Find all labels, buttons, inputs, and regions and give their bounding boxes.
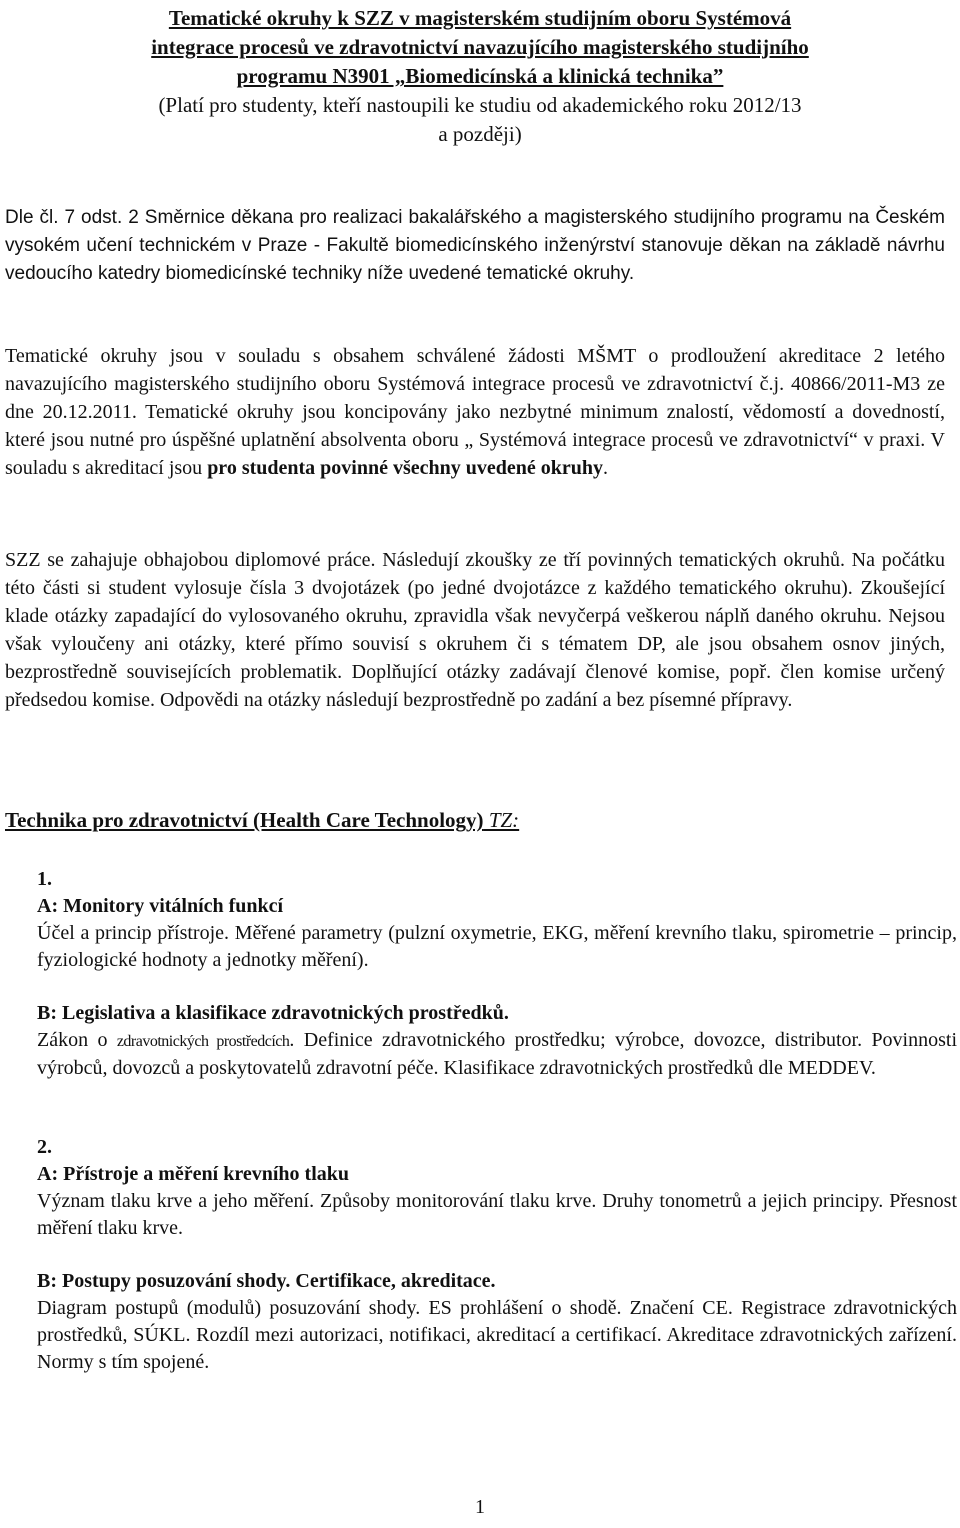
intro-paragraph-1 bbox=[5, 204, 945, 288]
title-line-1: Tematické okruhy k SZZ v magisterském studijním oboru Systémová bbox=[168, 6, 792, 30]
intro-text-1: Dle čl. 7 odst. 2 Směrnice děkana pro realizaci bakalářského a magisterského studijního programu na Českém vysokém učení technickém v Praze - Fakultě biomedicínského inženýrství stanovuje děkan na základě návrhu vedoucího katedry biomedicínské techniky níže uvedené tematické okruhy. bbox=[5, 207, 945, 284]
section-title-text: Technika pro zdravotnictví (Health Care Technology) bbox=[5, 808, 484, 832]
topic-1 bbox=[37, 866, 957, 1082]
topic-1-b-text-2: zdravotnických prostředcích bbox=[116, 1033, 290, 1050]
intro-text-3: SZZ se zahajuje obhajobou diplomové práce. Následují zkoušky ze tří povinných tematických okruhů. Na počátku této části si student vylosuje čísla 3 dvojotázek (po jedné dvojotázce z každého tematického okruhu). Zkoušející klade otázky zapadající do vylosovaného okruhu, zpravidla však nevyčerpá veškerou náplň daného okruhu. Nejsou však vyloučeny ani otázky, které přímo souvisí s okruhem či s tématem DP, ale jsou obsahem osnov jiných, bezprostředně souvisejících problematik. Doplňující otázky zadávají členové komise, popř. člen komise určený předsedou komise. Odpovědi na otázky následují bezprostředně po zadání a bez písemné přípravy. bbox=[5, 549, 945, 711]
intro-text-2-bold: pro studenta povinné všechny uvedené okruhy bbox=[207, 457, 604, 479]
title-line-4: (Platí pro studenty, kteří nastoupili ke studiu od akademického roku 2012/13 bbox=[158, 93, 802, 117]
title-line-5: a později) bbox=[438, 122, 522, 146]
topic-1-a-heading: A: Monitory vitálních funkcí bbox=[37, 895, 284, 917]
intro-text-2 bbox=[5, 342, 945, 482]
topic-2 bbox=[37, 1134, 957, 1376]
intro-text-2a: Tematické okruhy jsou v souladu s obsahem schválené žádosti MŠMT o prodloužení akreditace 2 letého navazujícího magisterského studijního oboru Systémová integrace procesů ve zdravotnictví č.j. 40866/2011-M3 ze dne 20.12.2011. Tematické okruhy jsou koncipovány jako nezbytné minimum znalostí, vědomostí a dovedností, které jsou nutné pro úspěšné uplatnění absolventa oboru „ Systémová integrace procesů ve zdravotnictví“ v praxi. V souladu s akreditací jsou bbox=[5, 345, 945, 479]
topic-1-b-text-3: . Definice zdravotnického prostředku; výrobce, dovozce, distributor. Povinnosti výrobců, dovozců a poskytovatelů zdravotní péče. Klasifikace zdravotnických prostředků dle MEDDEV. bbox=[37, 1029, 958, 1079]
section-title bbox=[5, 808, 519, 832]
intro-paragraph-3 bbox=[5, 546, 945, 714]
section-suffix: TZ: bbox=[483, 808, 520, 832]
topic-1-a-text: Účel a princip přístroje. Měřené parametry (pulzní oxymetrie, EKG, měření krevního tlaku, spirometrie – princip, fyziologické hodnoty a jednotky měření). bbox=[37, 922, 957, 971]
topic-2-b-heading: B: Postupy posuzování shody. Certifikace, akreditace. bbox=[37, 1270, 496, 1292]
section-heading bbox=[5, 808, 945, 833]
topic-2-a-heading: A: Přístroje a měření krevního tlaku bbox=[37, 1163, 350, 1185]
topic-2-a-text: Význam tlaku krve a jeho měření. Způsoby monitorování tlaku krve. Druhy tonometrů a jejich principy. Přesnost měření tlaku krve. bbox=[37, 1190, 957, 1239]
topic-2-number: 2. bbox=[37, 1136, 52, 1158]
topic-1-b-heading: B: Legislativa a klasifikace zdravotnických prostředků. bbox=[37, 1002, 509, 1024]
intro-text-2c: . bbox=[603, 457, 609, 479]
topic-1-number: 1. bbox=[37, 868, 52, 890]
title-line-2: integrace procesů ve zdravotnictví navazujícího magisterského studijního bbox=[151, 35, 809, 59]
page-number: 1 bbox=[475, 1496, 485, 1518]
topic-1-b-text bbox=[37, 1027, 957, 1082]
title-line-3: programu N3901 „Biomedicínská a klinická technika” bbox=[236, 64, 724, 88]
intro-paragraph-2 bbox=[5, 342, 945, 482]
topic-2-b-text: Diagram postupů (modulů) posuzování shody. ES prohlášení o shodě. Značení CE. Registrace zdravotnických prostředků, SÚKL. Rozdíl mezi autorizaci, notifikaci, akreditací a certifikací. Akreditace zdravotnických zařízení. Normy s tím spojené. bbox=[37, 1297, 957, 1373]
document-title bbox=[0, 4, 960, 149]
topic-1-b-text-1: Zákon o bbox=[37, 1029, 117, 1051]
